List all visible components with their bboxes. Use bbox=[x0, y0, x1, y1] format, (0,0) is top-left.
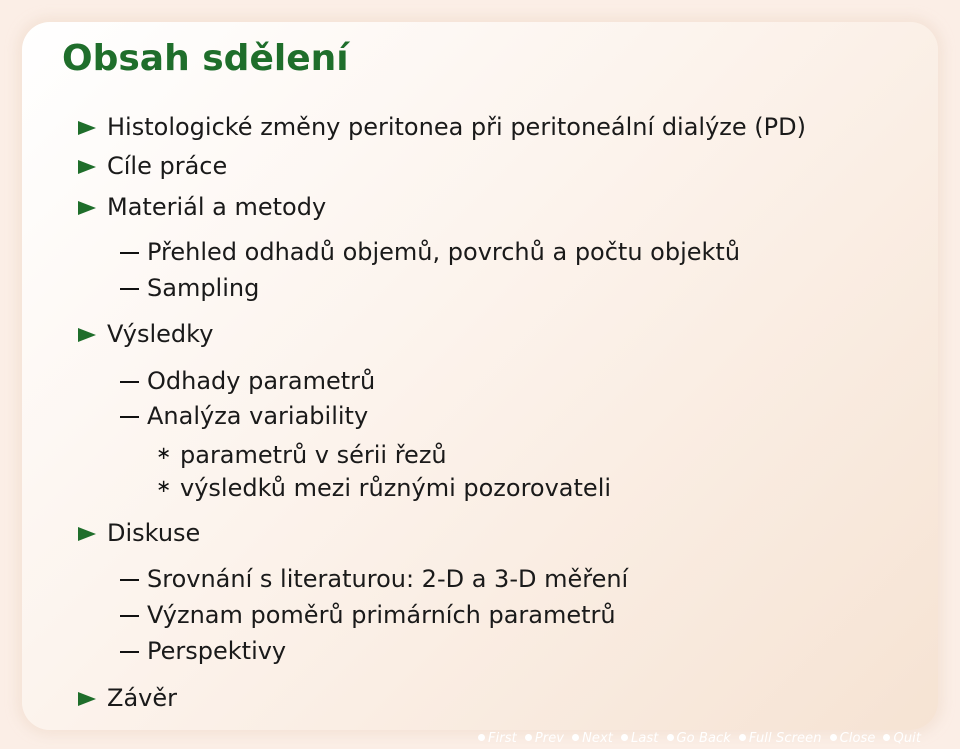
bullet-text: Výsledky bbox=[107, 320, 214, 348]
nav-prev-button[interactable] bbox=[525, 731, 564, 746]
dot-icon bbox=[739, 734, 746, 741]
dot-icon bbox=[667, 734, 674, 741]
triangle-bullet-icon bbox=[78, 160, 96, 174]
nav-go-back-button[interactable] bbox=[667, 731, 731, 746]
dot-icon bbox=[883, 734, 890, 741]
subsubitem-text: parametrů v sérii řezů bbox=[180, 441, 447, 469]
nav-next-button[interactable] bbox=[572, 731, 613, 746]
nav-close-button[interactable] bbox=[830, 731, 876, 746]
dash-bullet-icon bbox=[120, 615, 139, 617]
nav-quit-button[interactable] bbox=[883, 731, 921, 746]
subitem-text: Analýza variability bbox=[147, 402, 369, 430]
nav-label: Close bbox=[839, 731, 876, 746]
subitem-text: Význam poměrů primárních parametrů bbox=[147, 601, 616, 629]
dash-bullet-icon bbox=[120, 579, 139, 581]
dash-bullet-icon bbox=[120, 288, 139, 290]
nav-label: First bbox=[488, 731, 517, 746]
dash-bullet-icon bbox=[120, 381, 139, 383]
triangle-bullet-icon bbox=[78, 328, 96, 342]
bullet-text: Cíle práce bbox=[107, 152, 228, 180]
slide-title: Obsah sdělení bbox=[62, 38, 349, 79]
subitem-text: Přehled odhadů objemů, povrchů a počtu objektů bbox=[147, 238, 741, 266]
nav-last-button[interactable] bbox=[621, 731, 658, 746]
nav-label: Go Back bbox=[676, 731, 731, 746]
dot-icon bbox=[621, 734, 628, 741]
subitem-text: Sampling bbox=[147, 274, 260, 302]
triangle-bullet-icon bbox=[78, 527, 96, 541]
dash-bullet-icon bbox=[120, 651, 139, 653]
dash-bullet-icon bbox=[120, 252, 139, 254]
dot-icon bbox=[525, 734, 532, 741]
nav-label: Quit bbox=[893, 731, 922, 746]
nav-label: Prev bbox=[534, 731, 565, 746]
bullet-text: Závěr bbox=[107, 684, 177, 712]
bullet-text: Diskuse bbox=[107, 519, 201, 547]
nav-label: Next bbox=[582, 731, 614, 746]
nav-label: Last bbox=[631, 731, 659, 746]
dot-icon bbox=[478, 734, 485, 741]
navigation-bar bbox=[478, 731, 921, 746]
triangle-bullet-icon bbox=[78, 121, 96, 135]
bullet-text: Materiál a metody bbox=[107, 193, 327, 221]
bullet-text: Histologické změny peritonea při peritoneální dialýze (PD) bbox=[107, 113, 806, 141]
asterisk-bullet-icon: ∗ bbox=[156, 443, 172, 464]
triangle-bullet-icon bbox=[78, 201, 96, 215]
nav-label: Full Screen bbox=[748, 731, 822, 746]
nav-first-button[interactable] bbox=[478, 731, 517, 746]
asterisk-bullet-icon: ∗ bbox=[156, 476, 172, 497]
dot-icon bbox=[830, 734, 837, 741]
subitem-text: Odhady parametrů bbox=[147, 367, 376, 395]
dash-bullet-icon bbox=[120, 416, 139, 418]
subitem-text: Perspektivy bbox=[147, 637, 287, 665]
nav-full-screen-button[interactable] bbox=[739, 731, 822, 746]
subsubitem-text: výsledků mezi různými pozorovateli bbox=[180, 474, 612, 502]
subitem-text: Srovnání s literaturou: 2-D a 3-D měření bbox=[147, 565, 629, 593]
triangle-bullet-icon bbox=[78, 692, 96, 706]
dot-icon bbox=[572, 734, 579, 741]
